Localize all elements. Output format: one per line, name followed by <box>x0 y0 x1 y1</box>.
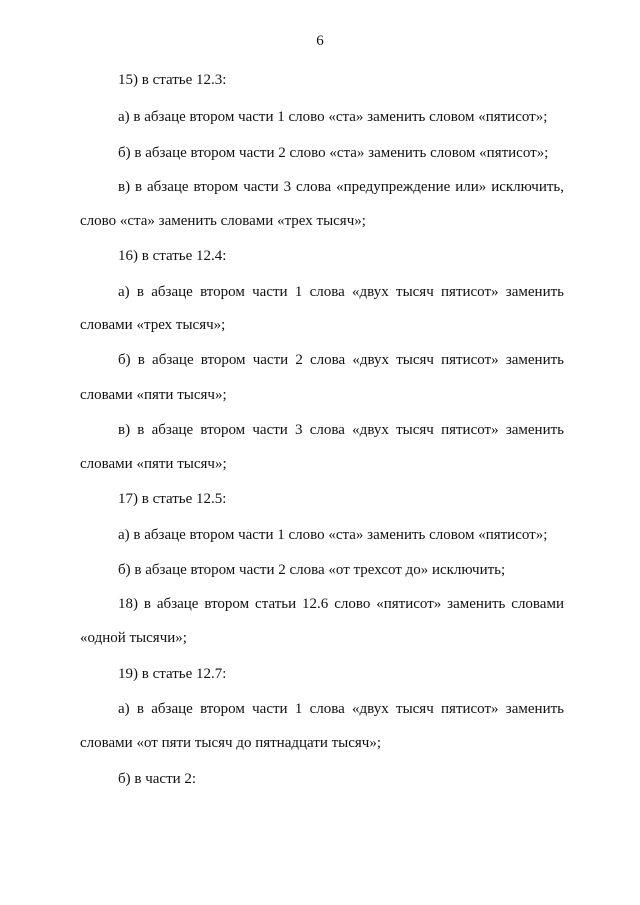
item-16-a-line2: словами «трех тысяч»; <box>80 317 226 333</box>
item-15-heading: 15) в статье 12.3: <box>118 72 227 88</box>
item-15-v-line1: в) в абзаце втором части 3 слова «предупреждение или» исключить, <box>118 179 564 195</box>
item-18-line1: 18) в абзаце втором статьи 12.6 слово «пятисот» заменить словами <box>118 596 564 612</box>
item-19-a-line2: словами «от пяти тысяч до пятнадцати тысяч»; <box>80 735 382 751</box>
item-19-heading: 19) в статье 12.7: <box>118 666 227 682</box>
item-19-a-line1: а) в абзаце втором части 1 слова «двух тысяч пятисот» заменить <box>118 701 564 717</box>
item-19-b: б) в части 2: <box>118 771 197 787</box>
item-16-v-line1: в) в абзаце втором части 3 слова «двух тысяч пятисот» заменить <box>118 422 564 438</box>
page-number: 6 <box>316 33 324 49</box>
item-17-heading: 17) в статье 12.5: <box>118 491 227 507</box>
item-16-b-line2: словами «пяти тысяч»; <box>80 387 227 403</box>
item-17-b: б) в абзаце втором части 2 слова «от трехсот до» исключить; <box>118 562 506 578</box>
item-18-line2: «одной тысячи»; <box>80 630 187 646</box>
item-17-a: а) в абзаце втором части 1 слово «ста» заменить словом «пятисот»; <box>118 527 548 543</box>
item-16-v-line2: словами «пяти тысяч»; <box>80 456 227 472</box>
item-16-b-line1: б) в абзаце втором части 2 слова «двух тысяч пятисот» заменить <box>118 352 564 368</box>
item-16-a-line1: а) в абзаце втором части 1 слова «двух тысяч пятисот» заменить <box>118 284 564 300</box>
item-15-a: а) в абзаце втором части 1 слово «ста» заменить словом «пятисот»; <box>118 109 548 125</box>
item-15-v-line2: слово «ста» заменить словами «трех тысяч»; <box>80 213 366 229</box>
item-15-b: б) в абзаце втором части 2 слово «ста» заменить словом «пятисот»; <box>118 145 549 161</box>
item-16-heading: 16) в статье 12.4: <box>118 248 227 264</box>
